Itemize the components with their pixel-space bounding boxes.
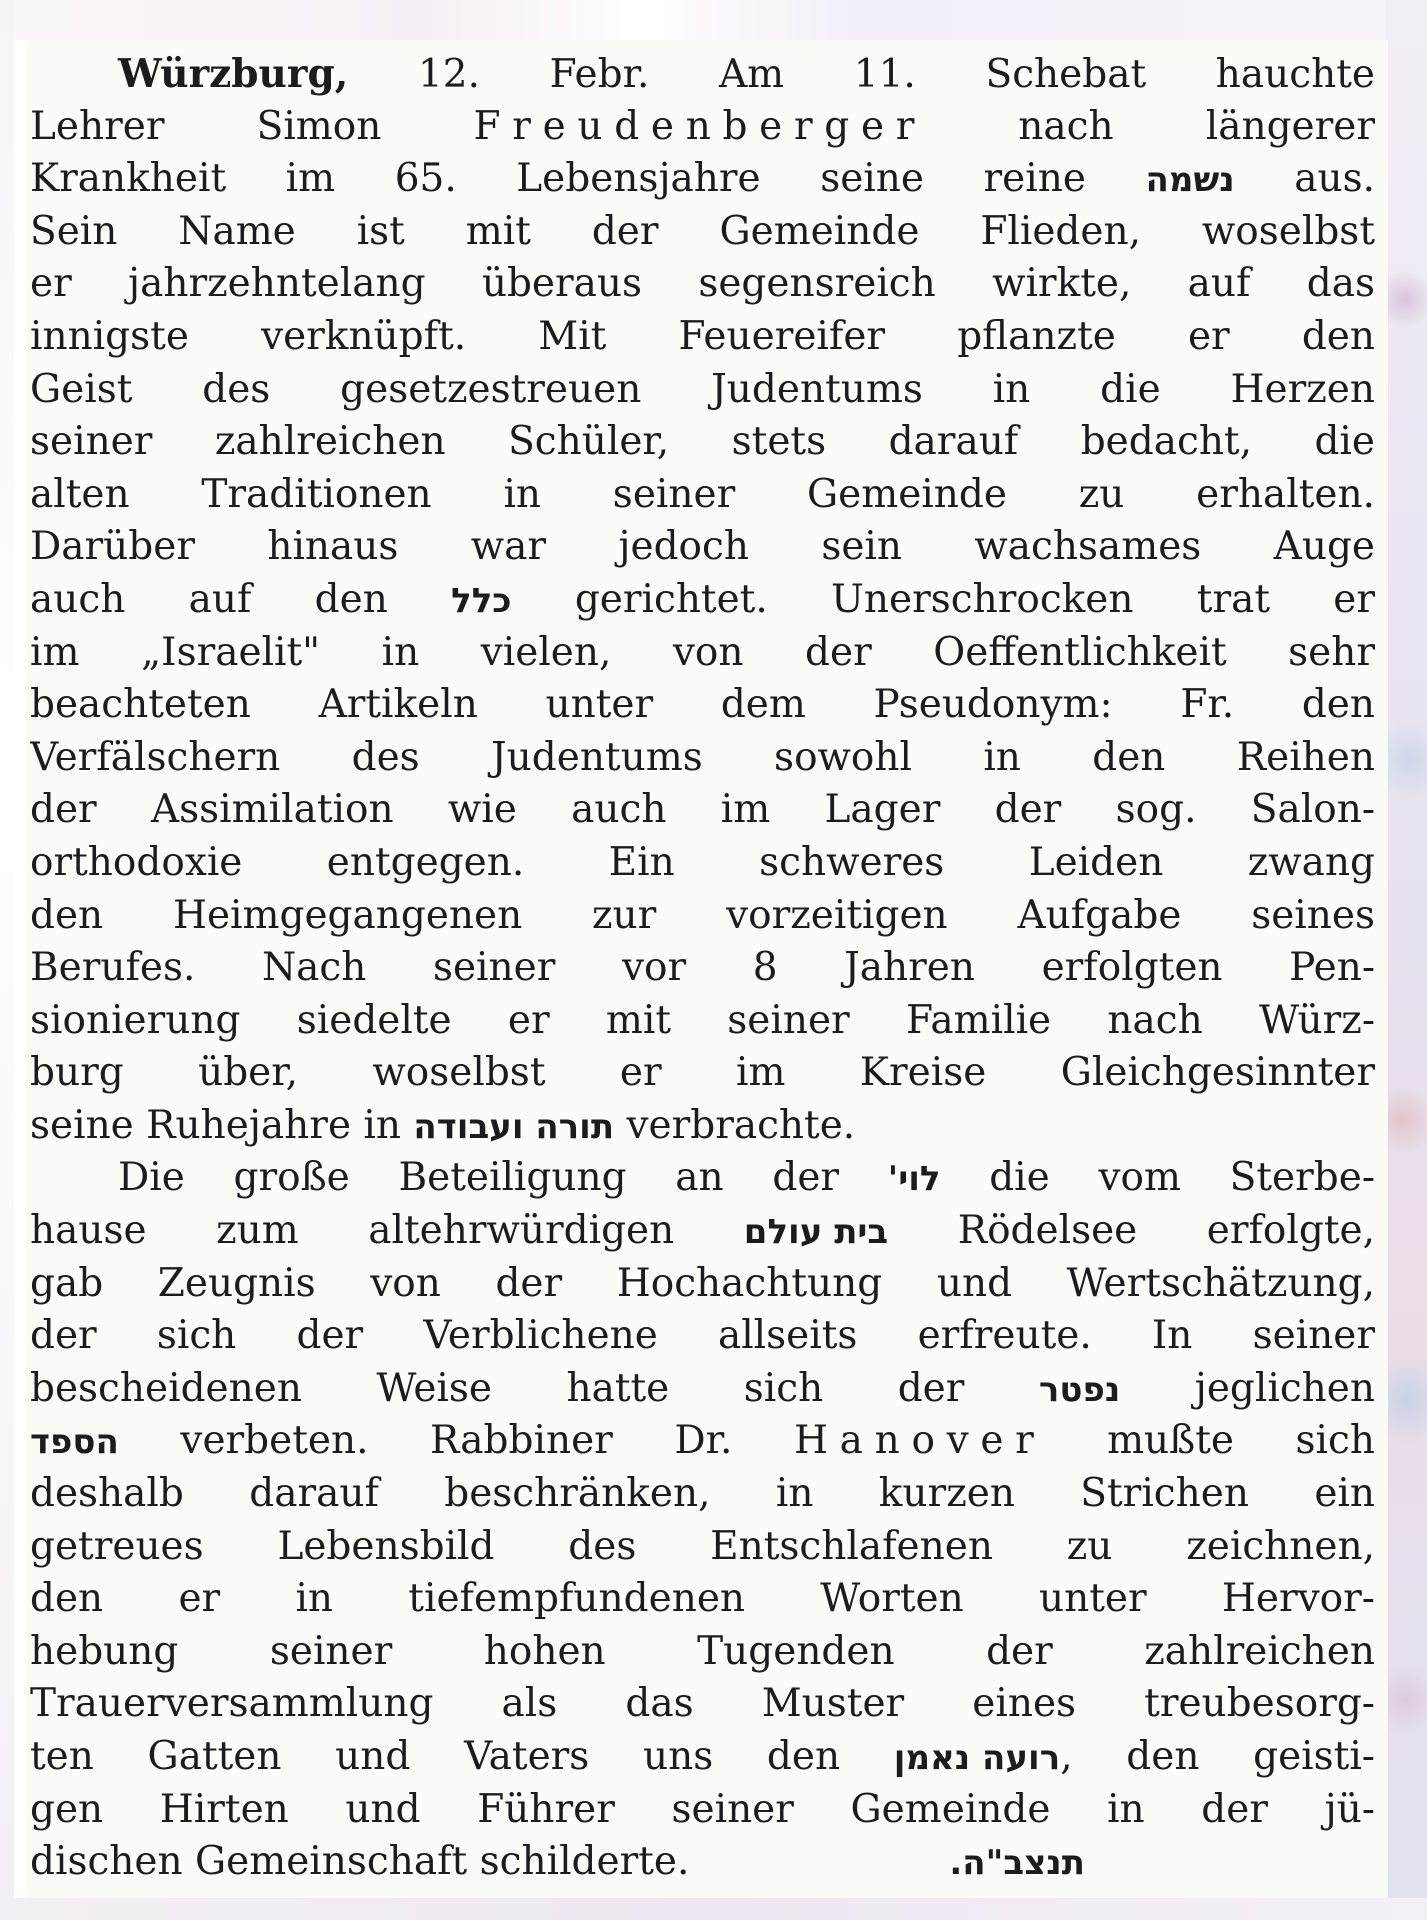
article-line: hebung seiner hohen Tugenden der zahlreichen: [30, 1628, 1375, 1674]
article-line: deshalb darauf beschränken, in kurzen Strichen ein: [30, 1471, 1375, 1517]
article-line: ten Gatten und Vaters uns den רועה נאמן, den geisti-: [30, 1731, 1375, 1784]
article-line: Lehrer Simon Freudenberger nach längerer: [30, 103, 1375, 149]
article-line: im „Israelit" in vielen, von der Oeffentlichkeit sehr: [30, 629, 1375, 675]
article-line: Verfälschern des Judentums sowohl in den Reihen: [30, 734, 1375, 780]
article-line: den er in tiefempfundenen Worten unter Hervor-: [30, 1576, 1375, 1622]
article-line: seiner zahlreichen Schüler, stets darauf bedacht, die: [30, 419, 1375, 465]
hebrew-word: נשמה: [1145, 160, 1235, 201]
article-line: Krankheit im 65. Lebensjahre seine reine נשמה aus.: [30, 153, 1375, 206]
dateline: Würzburg,: [118, 51, 349, 97]
article-line: innigste verknüpft. Mit Feuereifer pflanzte er den: [30, 313, 1375, 359]
article-line: Darüber hinaus war jedoch sein wachsames Auge: [30, 524, 1375, 570]
article-line: gab Zeugnis von der Hochachtung und Wertschätzung,: [30, 1260, 1375, 1306]
article-line: orthodoxie entgegen. Ein schweres Leiden zwang: [30, 839, 1375, 885]
article-line: bescheidenen Weise hatte sich der נפטר jeglichen: [30, 1363, 1375, 1416]
paper-edge-right: [1385, 0, 1427, 1920]
name-spaced: Hanover: [793, 1418, 1046, 1464]
article-line: dischen Gemeinschaft schilderte. תנצב"ה.: [30, 1836, 1375, 1889]
paper-edge-left: [0, 0, 14, 1920]
article-line: burg über, woselbst er im Kreise Gleichgesinnter: [30, 1050, 1375, 1096]
article-line: beachteten Artikeln unter dem Pseudonym: Fr. den: [30, 682, 1375, 728]
article-line: auch auf den כלל gerichtet. Unerschrocken trat er: [30, 574, 1375, 627]
article-line: Würzburg, 12. Febr. Am 11. Schebat hauchte: [118, 51, 1375, 97]
article-column: [30, 48, 1375, 1889]
article-line: seine Ruhejahre in תורה ועבודה verbrachte.: [30, 1100, 1375, 1153]
signature-abbreviation: תנצב"ה.: [949, 1843, 1085, 1884]
article-line: Trauerversammlung als das Muster eines treubesorg-: [30, 1681, 1375, 1727]
paper-edge-bottom: [0, 1898, 1427, 1920]
article-line: den Heimgegangenen zur vorzeitigen Aufgabe seines: [30, 892, 1375, 938]
article-line: der Assimilation wie auch im Lager der sog. Salon-: [30, 787, 1375, 833]
hebrew-word: הספד: [30, 1422, 119, 1463]
newspaper-clipping: [26, 40, 1388, 1898]
article-line: Berufes. Nach seiner vor 8 Jahren erfolgten Pen-: [30, 945, 1375, 991]
hebrew-word: נפטר: [1038, 1369, 1121, 1410]
article-line: hause zum altehrwürdigen בית עולם Rödelsee erfolgte,: [30, 1205, 1375, 1258]
article-line: sionierung siedelte er mit seiner Familie nach Würz-: [30, 997, 1375, 1043]
article-line: Geist des gesetzestreuen Judentums in die Herzen: [30, 366, 1375, 412]
hebrew-word: בית עולם: [743, 1212, 889, 1253]
hebrew-word: כלל: [451, 580, 512, 621]
hebrew-word: רועה נאמן: [893, 1738, 1061, 1778]
article-line: הספד verbeten. Rabbiner Dr. Hanover mußte sich: [30, 1415, 1375, 1468]
article-line: getreues Lebensbild des Entschlafenen zu zeichnen,: [30, 1523, 1375, 1569]
article-line: gen Hirten und Führer seiner Gemeinde in der jü-: [30, 1786, 1375, 1832]
hebrew-word: תורה ועבודה: [413, 1106, 615, 1147]
article-line: der sich der Verblichene allseits erfreute. In seiner: [30, 1313, 1375, 1359]
article-line: er jahrzehntelang überaus segensreich wirkte, auf das: [30, 261, 1375, 307]
name-spaced: Freudenberger: [473, 103, 927, 149]
article-line: Sein Name ist mit der Gemeinde Flieden, woselbst: [30, 208, 1375, 254]
paper-edge-top: [0, 0, 1427, 40]
article-line: alten Traditionen in seiner Gemeinde zu erhalten.: [30, 471, 1375, 517]
article-line: Die große Beteiligung an der לוי' die vom Sterbe-: [30, 1152, 1375, 1205]
hebrew-word: לוי': [887, 1159, 941, 1200]
